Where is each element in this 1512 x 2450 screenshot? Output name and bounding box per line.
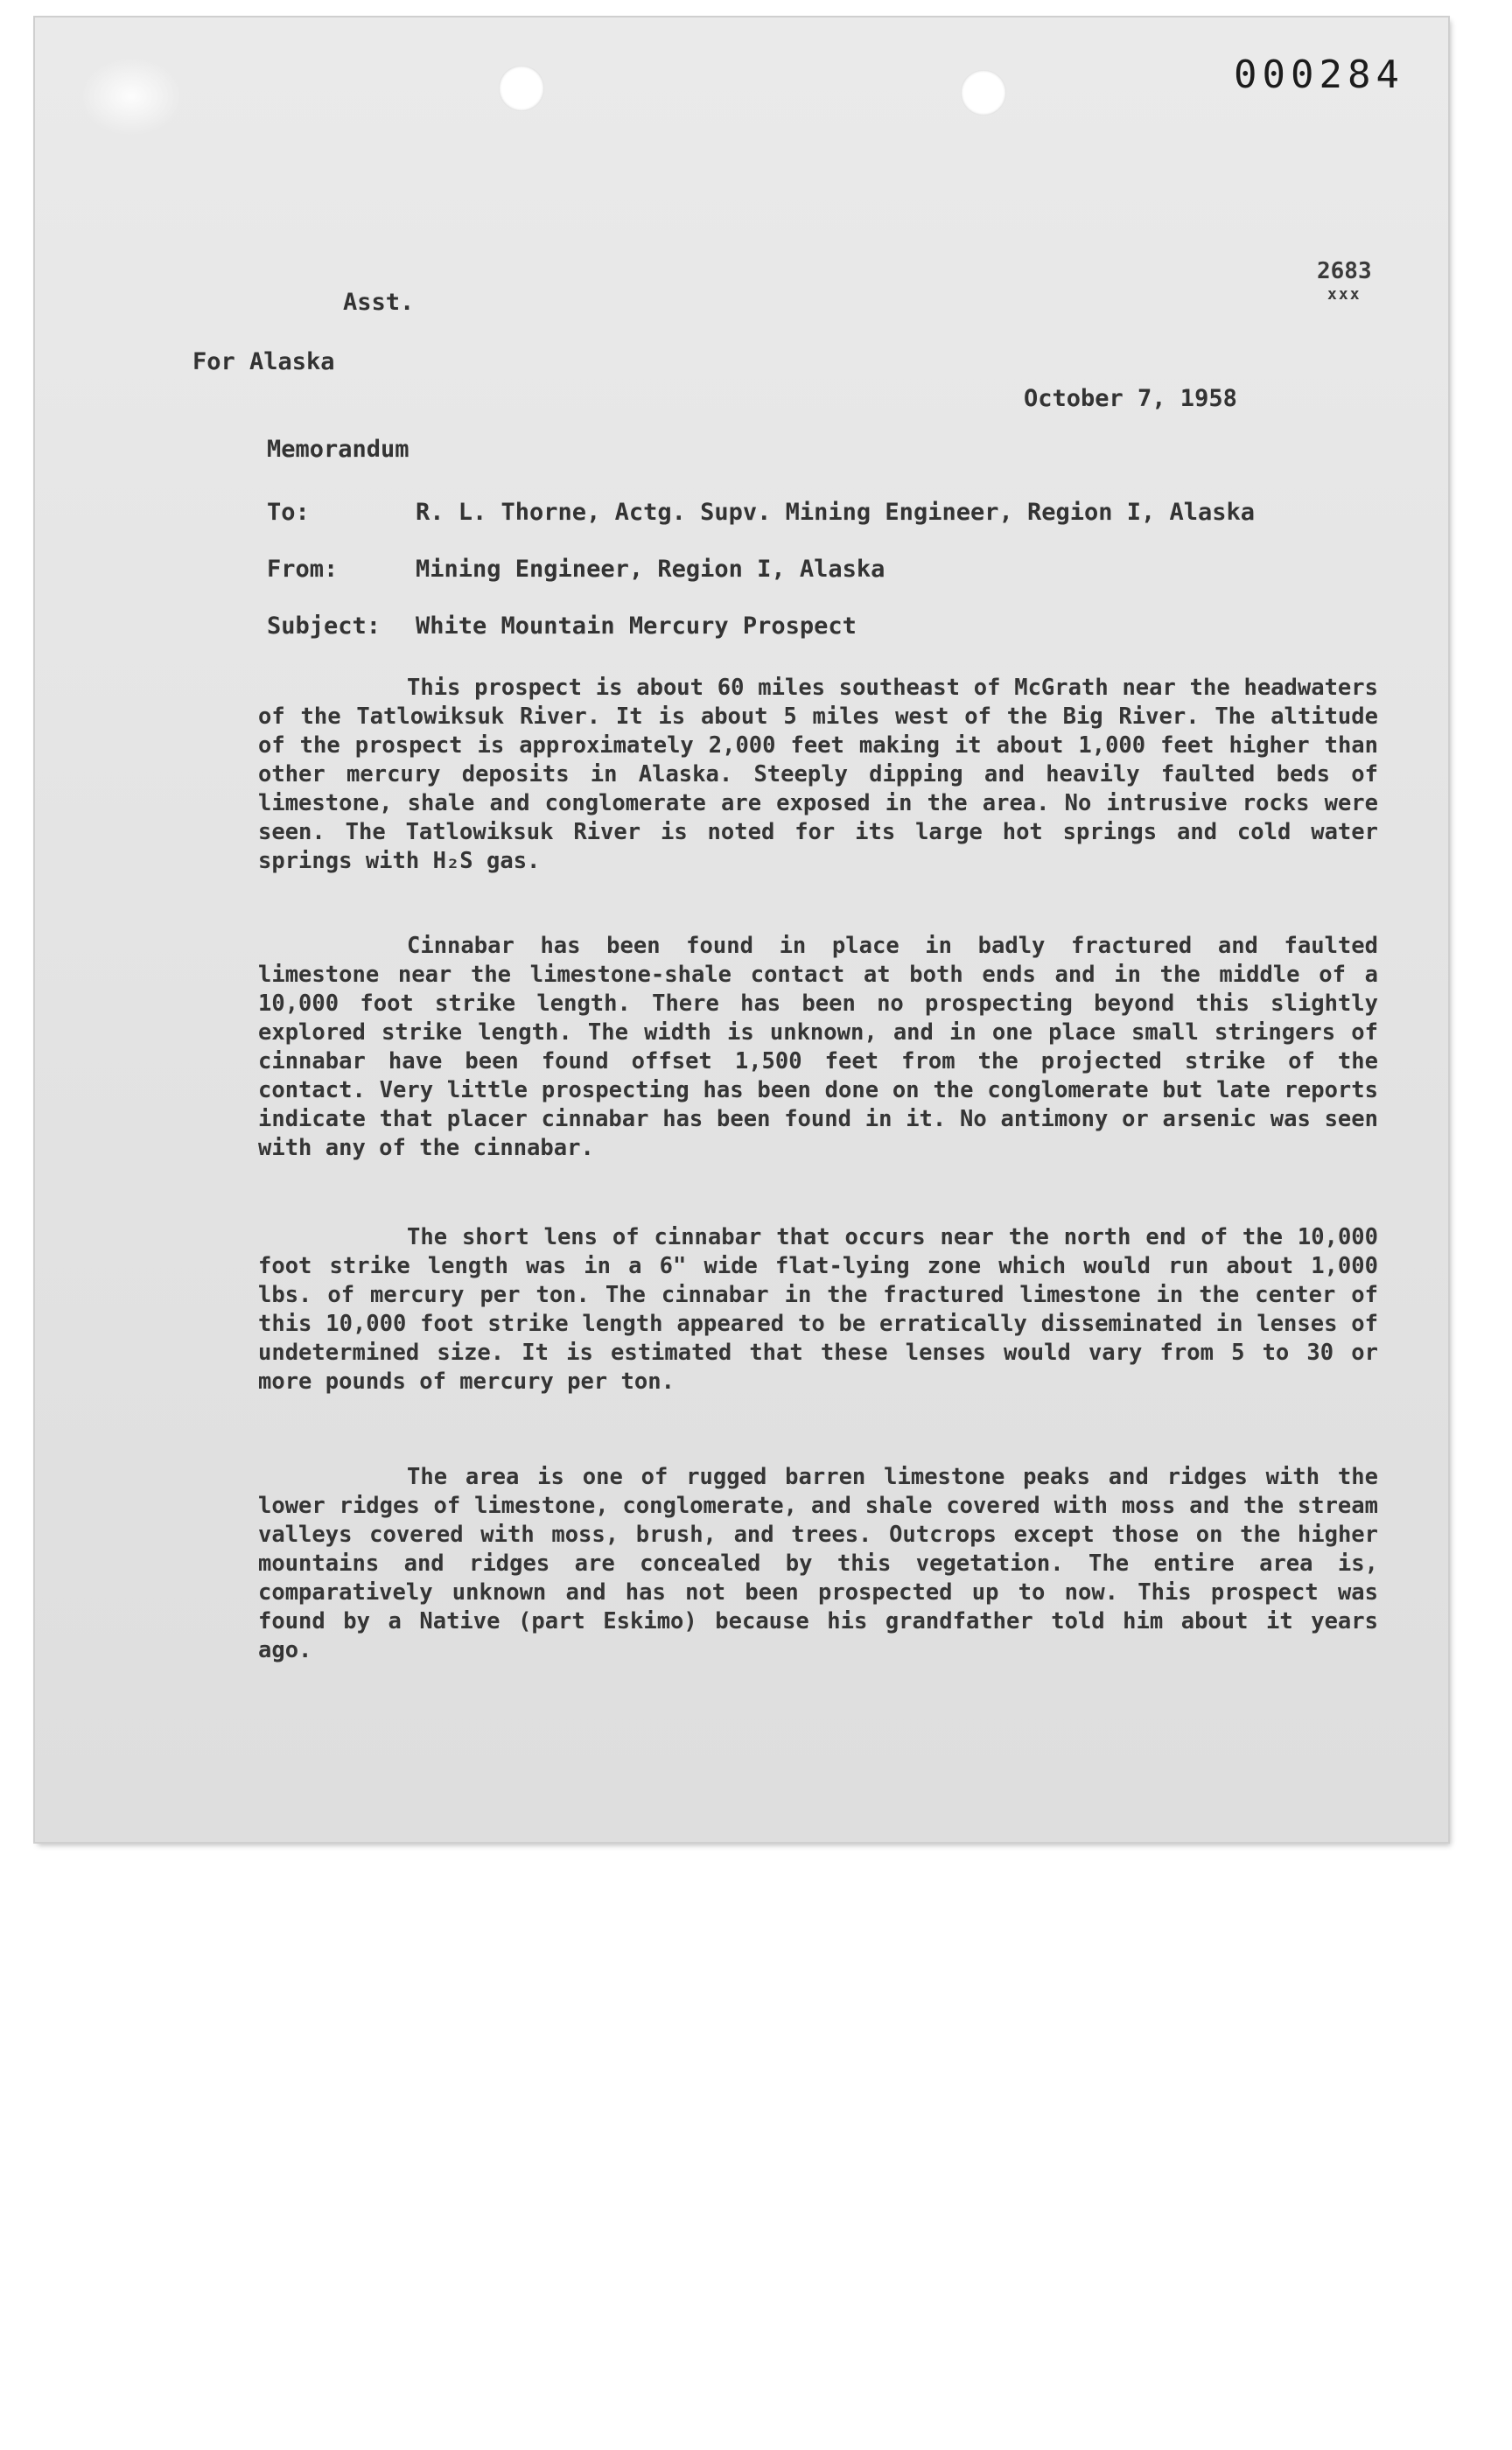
page-smudge (79, 57, 184, 136)
memo-page (35, 18, 1448, 1842)
from-row (267, 556, 885, 583)
document-stamp-number: 000284 (1234, 52, 1404, 97)
subject-value: White Mountain Mercury Prospect (416, 612, 857, 640)
subject-label: Subject: (267, 612, 382, 640)
to-label: To: (267, 499, 310, 526)
to-value: R. L. Thorne, Actg. Supv. Mining Engineer, Region I, Alaska (416, 499, 1256, 526)
punch-hole-right (961, 70, 1006, 116)
paragraph-cinnabar: Cinnabar has been found in place in badly fractured and faulted limestone near the limestone-shale contact at both ends and in the middle of a 10,000 foot strike length. There has been no prospecting beyond this slightly explored strike length. The width is unknown, and in one place small stringers of cinnabar have been found offset 1,500 feet from the projected strike of the contact. Very little prospecting has been done on the conglomerate but late reports indicate that placer cinnabar has been found in it. No antimony or arsenic was seen with any of the cinnabar. (258, 933, 1378, 1161)
for-alaska-label: For Alaska (192, 348, 335, 375)
file-code-sub: xxx (1327, 285, 1362, 304)
paragraph-area: The area is one of rugged barren limestone peaks and ridges with the lower ridges of limestone, conglomerate, and shale covered with moss and the stream valleys covered with moss, brush, and trees. Outcrops except those on the higher mountains and ridges are concealed by this vegetation. The entire area is, comparatively unknown and has not been prospected up to now. This prospect was found by a Native (part Eskimo) because his grandfather told him about it years ago. (258, 1464, 1378, 1663)
subject-row (267, 612, 857, 640)
file-code-number: 2683 (1317, 258, 1372, 284)
punch-hole-left (499, 66, 544, 111)
file-code (1317, 258, 1372, 304)
memorandum-heading: Memorandum (267, 436, 410, 463)
asst-label: Asst. (343, 289, 415, 316)
from-label: From: (267, 556, 339, 583)
paragraph-lens: The short lens of cinnabar that occurs near the north end of the 10,000 foot strike length was in a 6" wide flat-lying zone which would run about 1,000 lbs. of mercury per ton. The cinnabar in the fractured limestone in the center of this 10,000 foot strike length appeared to be erratically disseminated in lenses of undetermined size. It is estimated that these lenses would vary from 5 to 30 or more pounds of mercury per ton. (258, 1224, 1378, 1395)
from-value: Mining Engineer, Region I, Alaska (416, 556, 886, 583)
to-row (267, 499, 1255, 526)
memo-date: October 7, 1958 (1024, 385, 1237, 412)
paragraph-location: This prospect is about 60 miles southeast of McGrath near the headwaters of the Tatlowiksuk River. It is about 5 miles west of the Big River. The altitude of the prospect is approximately 2,000 feet making it about 1,000 feet higher than other mercury deposits in Alaska. Steeply dipping and heavily faulted beds of limestone, shale and conglomerate are exposed in the area. No intrusive rocks were seen. The Tatlowiksuk River is noted for its large hot springs and cold water springs with H₂S gas. (258, 675, 1378, 874)
